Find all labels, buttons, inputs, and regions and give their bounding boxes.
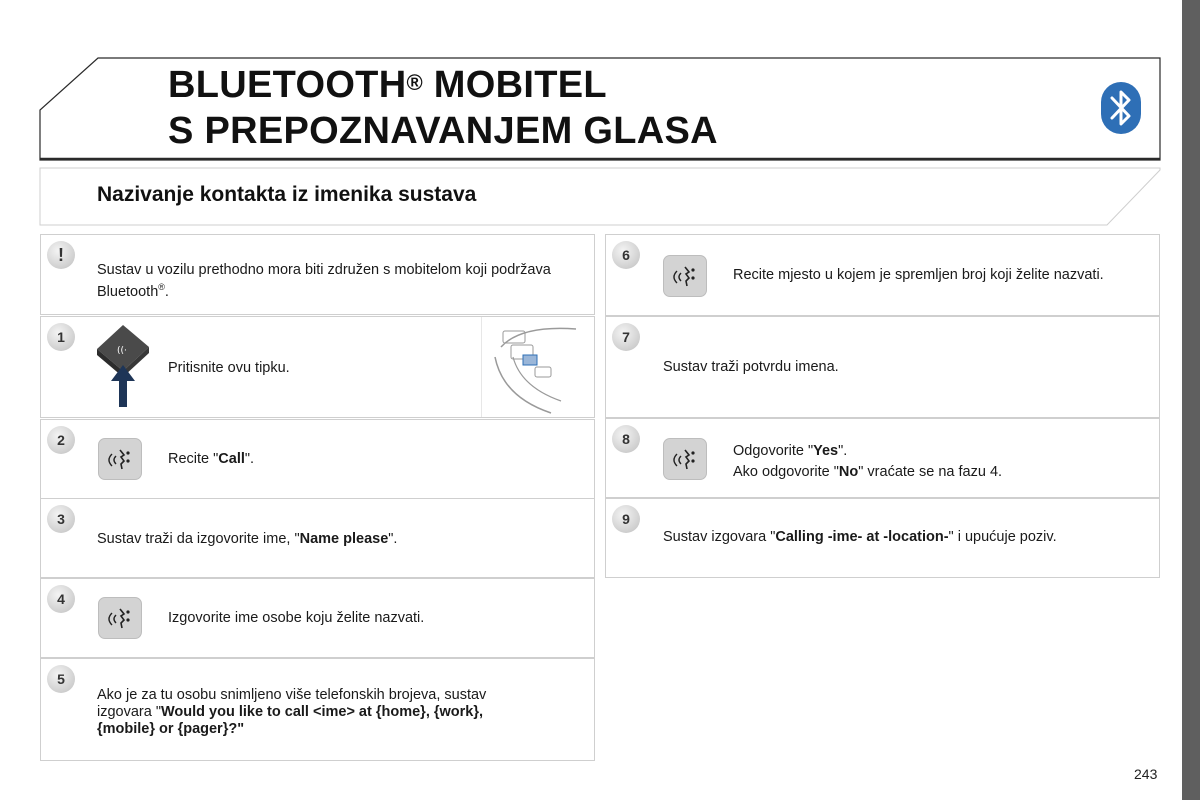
page-number: 243 (1134, 766, 1158, 782)
bluetooth-icon (1101, 82, 1141, 134)
section-subtitle: Nazivanje kontakta iz imenika sustava (97, 183, 477, 206)
side-tab (1182, 0, 1200, 800)
step-5 (40, 658, 595, 761)
step-8 (605, 418, 1160, 498)
step-text: Izgovorite ime osobe koju želite nazvati. (168, 610, 425, 626)
title-line2: S PREPOZNAVANJEM GLASA (168, 110, 718, 152)
press-button-icon (97, 325, 151, 407)
step-text: Ako je za tu osobu snimljeno više telefonskih brojeva, sustav izgovara "Would you like to call <ime> at {home}, {work}, {mobile} or {pager}?" (97, 687, 487, 737)
step-text: Sustav izgovara "Calling -ime- at -location-" i upućuje poziv. (663, 529, 1057, 545)
page-title (168, 62, 718, 154)
title-line1: BLUETOOTH® MOBITEL (168, 64, 607, 106)
step-2 (40, 419, 595, 499)
voice-command-icon (98, 438, 142, 480)
step-text: Sustav traži da izgovorite ime, "Name please". (97, 531, 398, 547)
step-number: 2 (47, 426, 75, 454)
step-text: Pritisnite ovu tipku. (168, 360, 290, 376)
step-number: 7 (612, 323, 640, 351)
voice-command-icon (98, 597, 142, 639)
step-number: 6 (612, 241, 640, 269)
step-9 (605, 498, 1160, 578)
step-text: Sustav traži potvrdu imena. (663, 359, 839, 375)
notice-text: Sustav u vozilu prethodno mora biti združen s mobitelom koji podržava Bluetooth®. (97, 262, 551, 300)
step-text: Odgovorite "Yes". Ako odgovorite "No" vraćate se na fazu 4. (733, 443, 1003, 480)
warning-badge: ! (47, 241, 75, 269)
step-number: 4 (47, 585, 75, 613)
step-number: 1 (47, 323, 75, 351)
step-number: 3 (47, 505, 75, 533)
svg-text:((·: ((· (117, 346, 127, 356)
notice-box (40, 234, 595, 315)
step-number: 9 (612, 505, 640, 533)
voice-command-icon (663, 255, 707, 297)
step-3 (40, 498, 595, 578)
step-number: 5 (47, 665, 75, 693)
step-7 (605, 316, 1160, 418)
step-6 (605, 234, 1160, 316)
voice-command-icon (663, 438, 707, 480)
step-4 (40, 578, 595, 658)
step-text: Recite mjesto u kojem je spremljen broj koji želite nazvati. (733, 267, 1104, 283)
step-1 (40, 316, 595, 418)
steering-wheel-diagram (481, 317, 595, 417)
step-number: 8 (612, 425, 640, 453)
step-text: Recite "Call". (168, 451, 255, 467)
